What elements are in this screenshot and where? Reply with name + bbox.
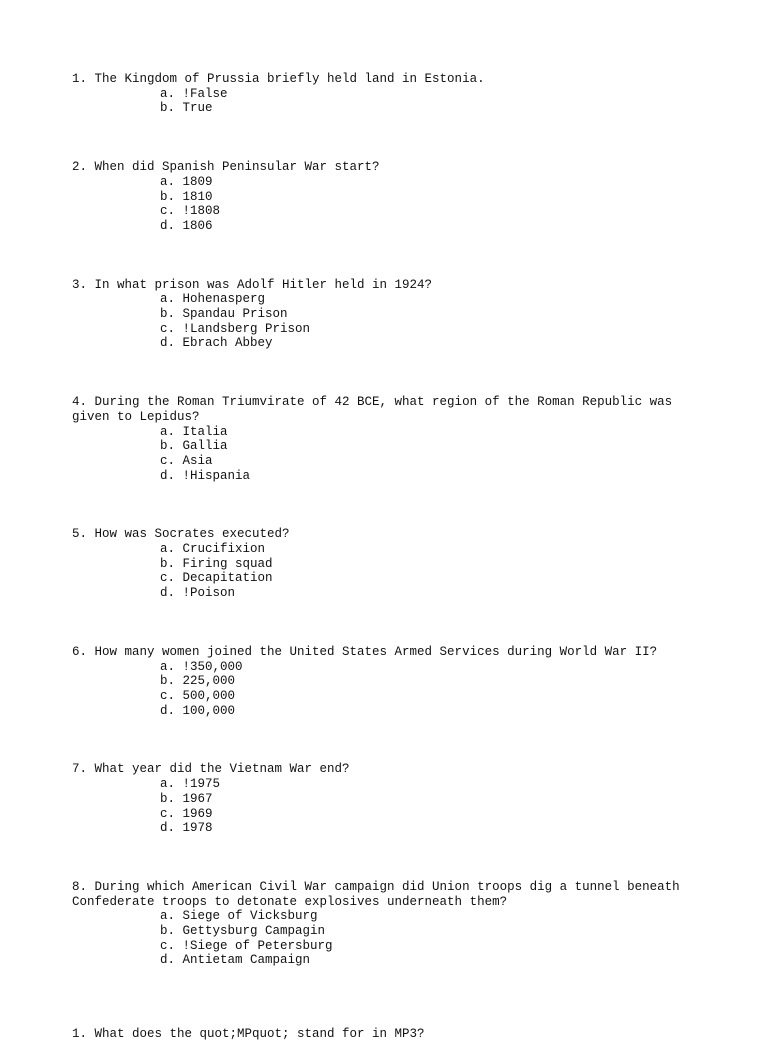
spacer [72,601,712,645]
answer-option: a. Italia [160,424,228,439]
question-text: 2. When did Spanish Peninsular War start? [72,160,380,175]
answer-option: c. Asia [160,453,213,468]
answer-option: a. !350,000 [160,659,243,674]
answer-option: d. 100,000 [160,703,236,718]
spacer [72,483,712,527]
question-5 [72,527,712,601]
answer-option: a. !1975 [160,777,221,792]
answer-option: c. !Siege of Petersburg [160,938,333,953]
answer-option: b. Firing squad [160,556,273,571]
answer-option: c. 1969 [160,806,213,821]
question-text: 3. In what prison was Adolf Hitler held in 1924? [72,277,433,292]
answer-options [72,175,712,234]
question-7 [72,762,712,836]
answer-option: d. 1978 [160,821,213,836]
quiz-document [72,72,712,1042]
answer-options [72,777,712,836]
spacer [72,351,712,395]
answer-option: d. Ebrach Abbey [160,336,273,351]
question-text: 8. During which American Civil War campaign did Union troops dig a tunnel beneath Confederate troops to detonate explosives underneath them? [72,879,688,909]
answer-options [72,542,712,601]
answer-option: d. !Hispania [160,468,251,483]
answer-options [72,292,712,351]
answer-option: b. Gallia [160,439,228,454]
question-6 [72,645,712,719]
answer-option: a. Hohenasperg [160,292,266,307]
answer-options [72,660,712,719]
spacer [72,234,712,278]
question-1 [72,72,712,116]
answer-option: b. True [160,101,213,116]
answer-option: d. !Poison [160,586,236,601]
answer-option: b. 225,000 [160,674,236,689]
question-9 [72,1027,712,1042]
answer-options [72,87,712,116]
question-text: 1. What does the quot;MPquot; stand for in MP3? [72,1027,425,1042]
answer-options [72,909,712,968]
answer-option: a. !False [160,86,228,101]
answer-option: d. Antietam Campaign [160,953,311,968]
question-text: 7. What year did the Vietnam War end? [72,762,350,777]
spacer [72,116,712,160]
answer-option: c. Decapitation [160,571,273,586]
answer-option: c. !Landsberg Prison [160,321,311,336]
answer-option: b. 1967 [160,791,213,806]
question-2 [72,160,712,234]
answer-option: a. Crucifixion [160,542,266,557]
question-3 [72,278,712,352]
question-text: 1. The Kingdom of Prussia briefly held land in Estonia. [72,72,485,86]
answer-option: c. !1808 [160,204,221,219]
answer-option: d. 1806 [160,218,213,233]
answer-option: b. 1810 [160,189,213,204]
question-text: 6. How many women joined the United States Armed Services during World War II? [72,644,658,659]
answer-option: b. Gettysburg Campagin [160,924,326,939]
answer-option: a. 1809 [160,174,213,189]
spacer [72,968,712,1027]
spacer [72,836,712,880]
question-text: 5. How was Socrates executed? [72,527,290,542]
answer-option: c. 500,000 [160,688,236,703]
question-8 [72,880,712,968]
question-text: 4. During the Roman Triumvirate of 42 BCE, what region of the Roman Republic was given to Lepidus? [72,395,680,424]
spacer [72,718,712,762]
answer-options [72,425,712,484]
answer-option: a. Siege of Vicksburg [160,909,318,924]
question-4 [72,395,712,483]
answer-option: b. Spandau Prison [160,307,288,322]
